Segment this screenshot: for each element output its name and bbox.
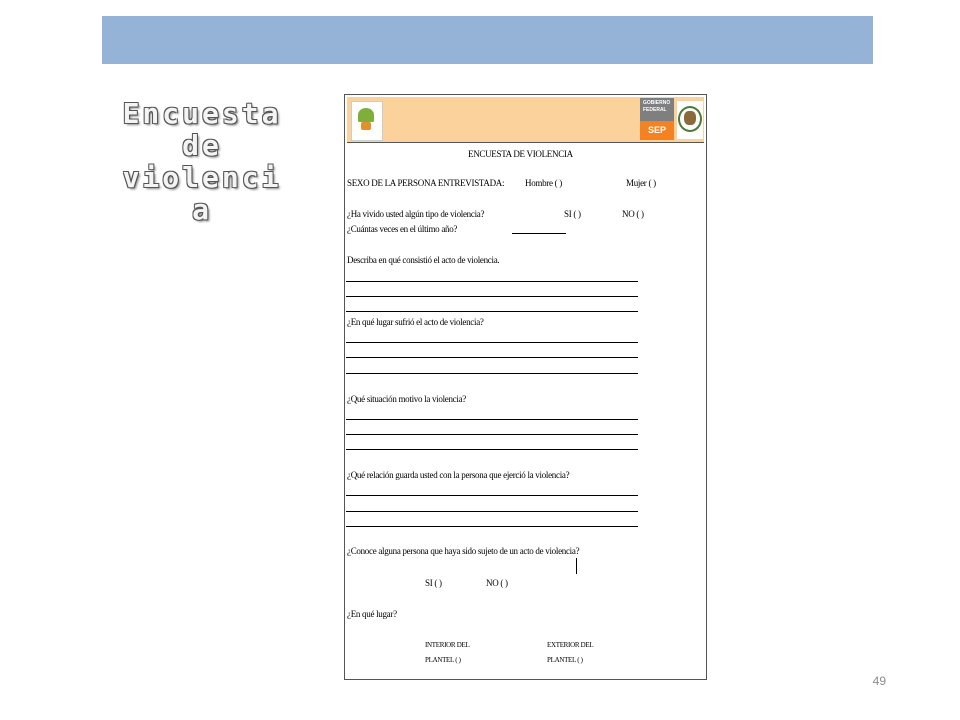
option-mujer: Mujer ( ) — [626, 178, 656, 188]
page-number: 49 — [872, 674, 886, 688]
sep-text: SEP — [640, 121, 674, 140]
answer-line — [346, 311, 638, 312]
answer-line — [346, 296, 638, 297]
option-interior-line1: INTERIOR DEL — [425, 641, 470, 649]
option-victim-si: SI ( ) — [564, 209, 581, 219]
answer-line — [346, 419, 638, 420]
question-victim: ¿Ha vivido usted algún tipo de violencia? — [347, 209, 485, 219]
answer-line — [346, 357, 638, 358]
answer-line — [346, 495, 638, 496]
question-situation: ¿Qué situación motivo la violencia? — [347, 394, 466, 404]
option-exterior-line1: EXTERIOR DEL — [547, 641, 594, 649]
answer-line — [346, 449, 638, 450]
gobierno-federal-sep-logo — [640, 98, 674, 140]
question-relation: ¿Qué relación guarda usted con la persona que ejerció la violencia? — [347, 470, 570, 480]
option-hombre: Hombre ( ) — [525, 178, 562, 188]
option-exterior-line2: PLANTEL ( ) — [547, 656, 583, 664]
slide-title: Encuesta de violenci a — [122, 97, 282, 226]
answer-line — [346, 342, 638, 343]
answer-line — [512, 233, 566, 234]
option-knows-no: NO ( ) — [486, 578, 508, 588]
school-logo-icon — [351, 101, 383, 141]
mexico-seal-icon — [677, 101, 703, 139]
question-sex: SEXO DE LA PERSONA ENTREVISTADA: — [347, 178, 505, 188]
question-knows: ¿Conoce alguna persona que haya sido sujeto de un acto de violencia? — [347, 546, 580, 556]
question-place: ¿En qué lugar sufrió el acto de violencia? — [347, 317, 484, 327]
gobierno-federal-text: GOBIERNO FEDERAL — [640, 98, 674, 121]
answer-line — [346, 434, 638, 435]
question-times: ¿Cuántas veces en el último año? — [347, 224, 458, 234]
answer-line — [346, 526, 638, 527]
answer-line — [346, 281, 638, 282]
survey-form-image — [344, 94, 707, 680]
text-cursor-mark — [576, 558, 577, 574]
option-knows-si: SI ( ) — [425, 578, 442, 588]
answer-line — [346, 373, 638, 374]
answer-line — [346, 511, 638, 512]
question-where: ¿En qué lugar? — [347, 609, 397, 619]
form-header — [347, 97, 704, 143]
form-title: ENCUESTA DE VIOLENCIA — [468, 149, 573, 159]
option-interior-line2: PLANTEL ( ) — [425, 656, 461, 664]
question-describe: Describa en qué consistió el acto de violencia. — [347, 255, 500, 265]
option-victim-no: NO ( ) — [622, 209, 644, 219]
top-decorative-band — [102, 16, 873, 64]
